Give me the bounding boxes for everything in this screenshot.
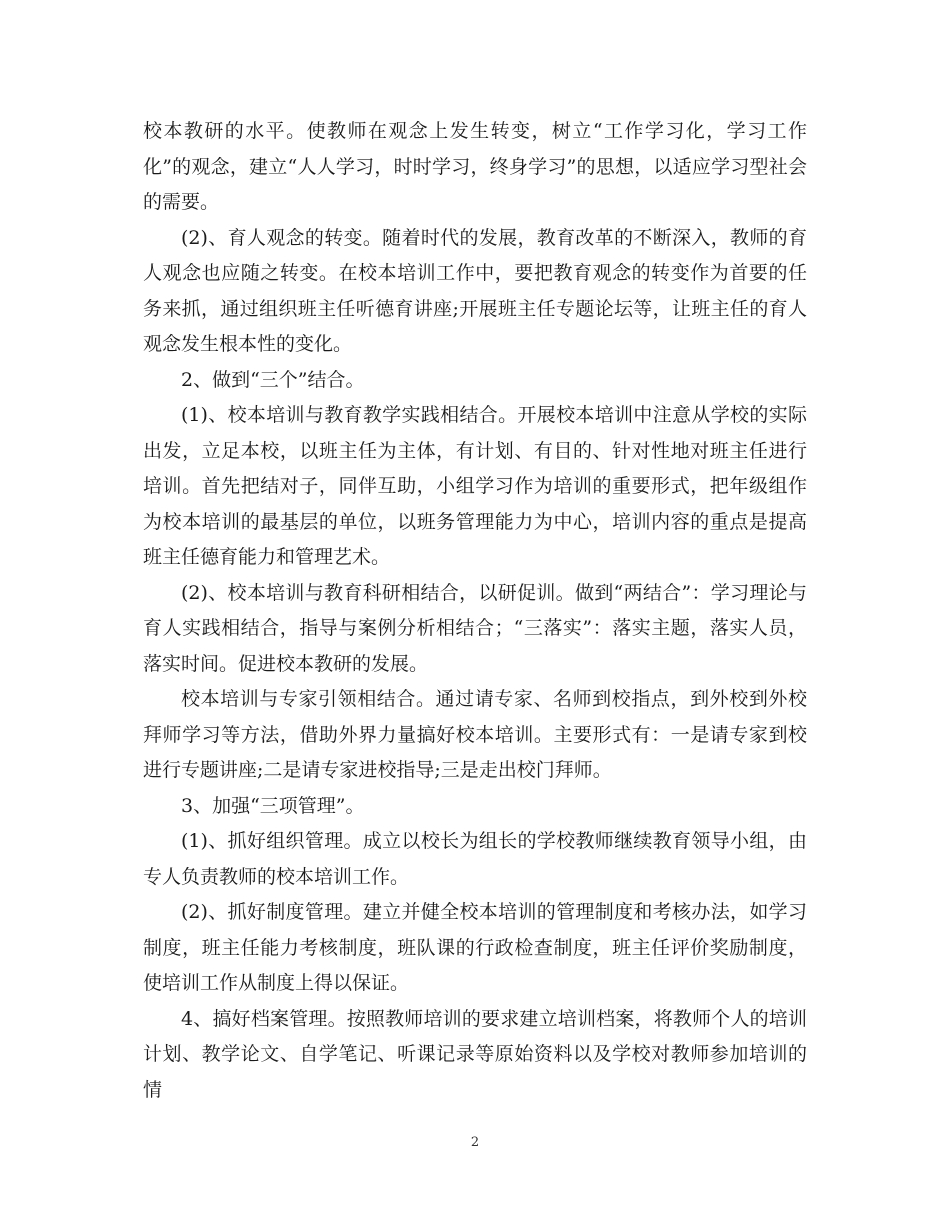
paragraph-practice-combination: (1)、校本培训与教育教学实践相结合。开展校本培训中注意从学校的实际出发，立足本校，以班主任为主体，有计划、有目的、针对性地对班主任进行培训。首先把结对子，同伴互助，小组学习作为培训的重要形式，把年级组作为校本培训的最基层的单位，以班务管理能力为中心，培训内容的重点是提高班主任德育能力和管理艺术。 xyxy=(143,404,807,568)
paragraph-system-management: (2)、抓好制度管理。建立并健全校本培训的管理制度和考核办法，如学习制度，班主任能力考核制度，班队课的行政检查制度，班主任评价奖励制度，使培训工作从制度上得以保证。 xyxy=(143,901,807,994)
paragraph-expert-combination: 校本培训与专家引领相结合。通过请专家、名师到校指点，到外校到外校拜师学习等方法，借助外界力量搞好校本培训。主要形式有：一是请专家到校进行专题讲座;二是请专家进校指导;三是走出校门拜师。 xyxy=(143,688,807,781)
paragraph-educating-concept: (2)、育人观念的转变。随着时代的发展，教育改革的不断深入，教师的育人观念也应随之转变。在校本培训工作中，要把教育观念的转变作为首要的任务来抓，通过组织班主任听德育讲座;开展班主任专题论坛等，让班主任的育人观念发生根本性的变化。 xyxy=(143,226,807,355)
heading-three-combinations: 2、做到“三个”结合。 xyxy=(181,368,365,391)
paragraph-research-combination: (2)、校本培训与教育科研相结合，以研促训。做到“两结合”：学习理论与育人实践相结合，指导与案例分析相结合；“三落实”：落实主题，落实人员，落实时间。促进校本教研的发展。 xyxy=(143,581,807,675)
document-body xyxy=(143,114,807,1108)
paragraph-archive-management: 4、搞好档案管理。按照教师培训的要求建立培训档案，将教师个人的培训计划、教学论文、自学笔记、听课记录等原始资料以及学校对教师参加培训的情 xyxy=(143,1007,807,1101)
paragraph-continuation: 校本教研的水平。使教师在观念上发生转变，树立“工作学习化，学习工作化”的观念，建立“人人学习，时时学习，终身学习”的思想，以适应学习型社会的需要。 xyxy=(143,120,807,213)
heading-three-management: 3、加强“三项管理”。 xyxy=(181,794,365,817)
paragraph-organization-management: (1)、抓好组织管理。成立以校长为组长的学校教师继续教育领导小组，由专人负责教师的校本培训工作。 xyxy=(143,830,807,888)
page-number: 2 xyxy=(470,1135,480,1150)
